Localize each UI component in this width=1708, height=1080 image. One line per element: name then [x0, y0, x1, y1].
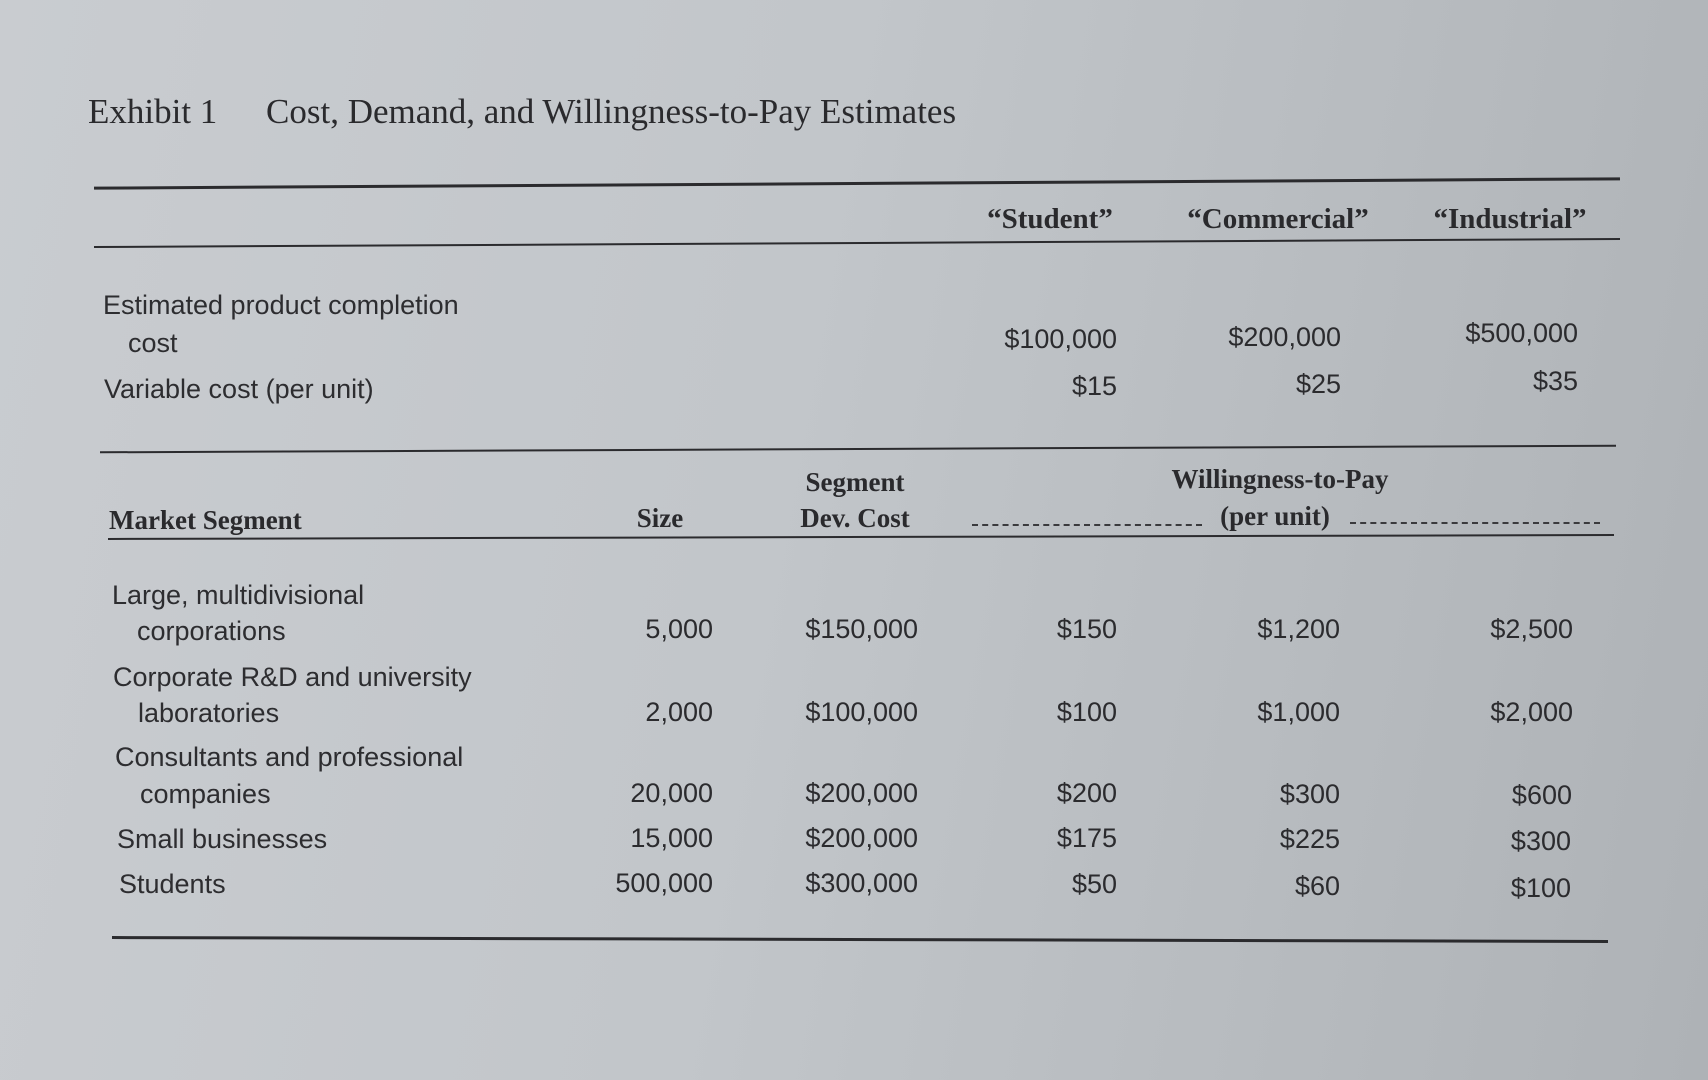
- dev-cost-header-cont: Dev. Cost: [800, 503, 910, 533]
- top-rule: [94, 177, 1620, 189]
- segment-label: Students: [119, 869, 226, 899]
- cost-value: $100,000: [1004, 324, 1117, 354]
- segment-label-cont: companies: [140, 779, 271, 809]
- column-header-student: “Student”: [987, 203, 1113, 235]
- segment-size: 5,000: [645, 614, 713, 644]
- segment-size: 15,000: [630, 823, 713, 853]
- segment-dev-cost: $300,000: [805, 868, 918, 898]
- segment-dev-cost: $100,000: [805, 697, 918, 727]
- segment-header-rule: [108, 534, 1614, 540]
- wtp-value: $60: [1294, 871, 1340, 901]
- wtp-value: $1,000: [1257, 697, 1340, 727]
- segment-dev-cost: $150,000: [805, 614, 918, 644]
- segment-dev-cost: $200,000: [805, 778, 918, 808]
- cost-row-label-cont: cost: [128, 328, 178, 358]
- wtp-dash-left: [972, 524, 1202, 526]
- segment-size: 2,000: [645, 697, 713, 727]
- wtp-value: $300: [1510, 826, 1571, 856]
- market-segment-header: Market Segment: [109, 505, 302, 535]
- wtp-value: $200: [1056, 778, 1117, 808]
- wtp-value: $1,200: [1257, 614, 1340, 644]
- wtp-value: $600: [1511, 780, 1572, 810]
- wtp-value: $100: [1056, 697, 1117, 727]
- dev-cost-header: Segment: [805, 467, 905, 497]
- wtp-value: $150: [1056, 614, 1117, 644]
- wtp-header: Willingness-to-Pay: [1171, 464, 1389, 494]
- bottom-rule: [112, 936, 1608, 943]
- segment-label: Corporate R&D and university: [113, 662, 472, 692]
- section-rule: [100, 445, 1616, 454]
- cost-value: $25: [1295, 369, 1341, 399]
- wtp-value: $100: [1510, 873, 1571, 903]
- cost-row-label: Estimated product completion: [103, 290, 459, 320]
- segment-dev-cost: $200,000: [805, 823, 918, 853]
- segment-label: Large, multidivisional: [112, 580, 365, 610]
- wtp-value: $175: [1056, 823, 1117, 853]
- wtp-header-cont: (per unit): [1220, 501, 1330, 531]
- segment-label: Small businesses: [117, 824, 328, 854]
- cost-value: $200,000: [1228, 322, 1341, 352]
- wtp-value: $225: [1279, 824, 1340, 854]
- segment-label: Consultants and professional: [115, 742, 464, 772]
- segment-size: 500,000: [615, 868, 713, 898]
- size-header: Size: [636, 503, 684, 533]
- segment-size: 20,000: [630, 778, 713, 808]
- exhibit-number: Exhibit 1: [88, 92, 218, 131]
- cost-value: $500,000: [1465, 318, 1578, 348]
- segment-label-cont: laboratories: [138, 698, 280, 728]
- wtp-value: $2,500: [1490, 614, 1573, 644]
- cost-value: $15: [1071, 371, 1117, 401]
- wtp-value: $300: [1279, 779, 1340, 809]
- wtp-dash-right: [1350, 522, 1600, 524]
- header-rule: [94, 238, 1620, 248]
- column-header-commercial: “Commercial”: [1187, 203, 1369, 235]
- wtp-value: $2,000: [1490, 697, 1573, 727]
- cost-value: $35: [1532, 366, 1578, 396]
- exhibit-title: Cost, Demand, and Willingness-to-Pay Estimates: [266, 92, 957, 131]
- wtp-value: $50: [1071, 869, 1117, 899]
- segment-label-cont: corporations: [137, 616, 286, 646]
- cost-row-label: Variable cost (per unit): [104, 374, 374, 404]
- column-header-industrial: “Industrial”: [1433, 203, 1587, 235]
